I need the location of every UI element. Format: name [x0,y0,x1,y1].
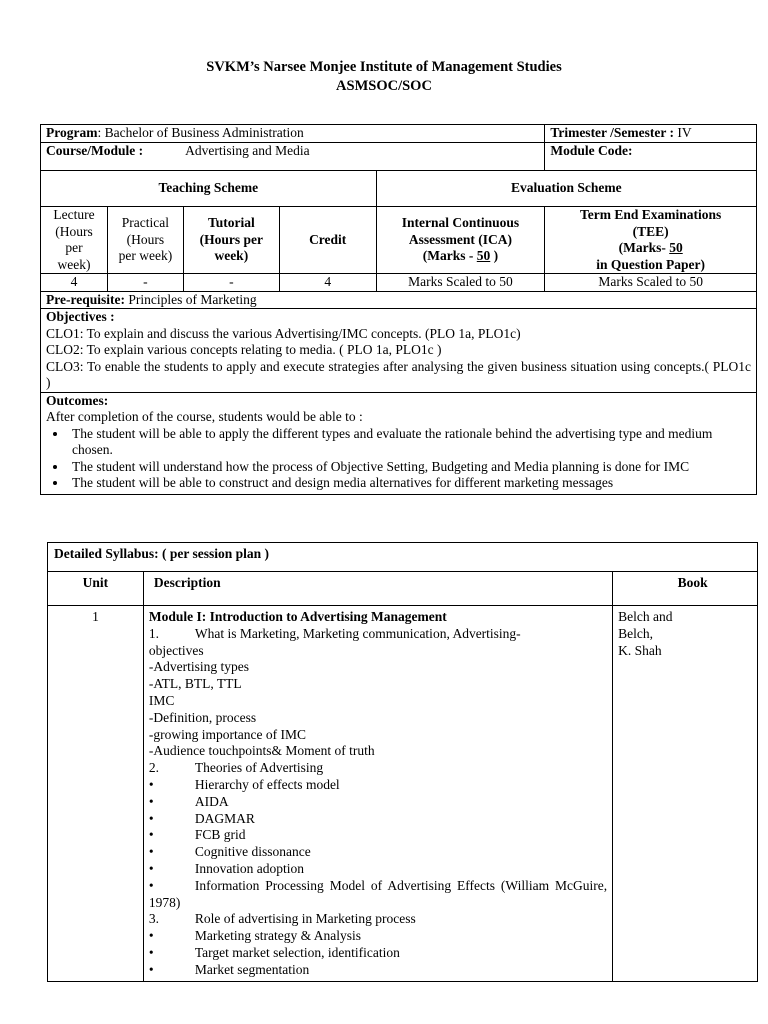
section-number: 1. [148,625,159,641]
bullet-marker: • [148,877,154,893]
syllabus-line [149,928,607,945]
ica-marks-prefix: (Marks - [422,248,477,264]
ica-marks-line [382,248,540,265]
prerequisite-label: Pre-requisite: [46,291,125,307]
syllabus-line [149,794,607,811]
lecture-heading [41,207,108,274]
bullet-marker: • [148,961,154,977]
syllabus-table [47,542,758,982]
bullet-marker: • [148,793,154,809]
syllabus-line-text: Marketing strategy & Analysis [194,928,361,944]
book-list [613,606,758,982]
tee-heading [545,207,757,274]
teaching-scheme-heading: Teaching Scheme [41,171,377,207]
trimester-label: Trimester /Semester : [550,125,675,140]
syllabus-line [149,626,607,643]
ica-marks-suffix: ) [490,248,499,264]
practical-heading [107,207,183,274]
outcome-item: • The student will be able to apply the different types and evaluate the rationale behind the advertising type and medium chosen. [68,426,751,459]
course-value: Advertising and Media [185,143,310,158]
syllabus-line [149,945,607,962]
tee-marks-value: 50 [669,240,683,255]
unit-column-header: Unit [48,572,144,606]
practical-line: (Hours [126,231,165,247]
syllabus-line-text: What is Marketing, Marketing communication, Advertising- [194,625,521,641]
program-cell [41,125,545,143]
lecture-line: Lecture [53,207,95,222]
syllabus-line [149,676,607,693]
tutorial-value: - [183,274,279,292]
outcome-item: • The student will be able to construct and design media alternatives for different marketing messages [68,475,751,492]
bullet-marker: • [148,944,154,960]
tutorial-line: Tutorial [207,215,255,231]
tutorial-line: (Hours per [199,231,264,247]
syllabus-line [149,693,607,710]
ica-marks-value: 50 [476,248,491,264]
syllabus-line [149,827,607,844]
syllabus-title: Detailed Syllabus: ( per session plan ) [48,543,758,572]
module-title: Module I: Introduction to Advertising Management [148,609,447,624]
credit-heading: Credit [279,207,376,274]
syllabus-line [149,727,607,744]
section-number: 3. [148,911,159,927]
outcome-item: • The student will understand how the process of Objective Setting, Budgeting and Media planning is done for IMC [68,459,751,476]
course-cell [41,143,545,171]
module-code-label: Module Code: [545,143,757,171]
ica-heading [376,207,545,274]
syllabus-line-text: Target market selection, identification [194,944,400,960]
school-title: ASMSOC/SOC [336,78,432,94]
syllabus-line-text: AIDA [194,793,229,809]
ica-value: Marks Scaled to 50 [376,274,545,292]
tee-line: in Question Paper) [596,256,706,272]
description-column-header: Description [143,572,612,606]
bullet-marker: • [148,776,154,792]
tutorial-line: week) [214,248,249,264]
syllabus-line-text: Theories of Advertising [194,760,324,776]
syllabus-line [149,643,607,660]
tee-line: (TEE) [632,223,669,239]
objectives-cell [41,309,757,393]
syllabus-line [149,878,607,912]
syllabus-line-text: objectives [148,642,204,658]
bullet-marker: • [148,928,154,944]
course-label: Course/Module : [46,143,144,158]
lecture-value: 4 [41,274,108,292]
syllabus-line-text: -Advertising types [148,659,249,675]
syllabus-line [149,861,607,878]
prerequisite-cell [41,291,757,309]
syllabus-line-text: -Definition, process [148,709,257,725]
objectives-label: Objectives : [46,309,115,324]
program-label: Program [46,125,98,140]
syllabus-line [149,811,607,828]
syllabus-line-text: Innovation adoption [194,860,304,876]
syllabus-line [149,710,607,727]
practical-value: - [107,274,183,292]
syllabus-line [149,743,607,760]
bullet-marker: • [148,844,154,860]
tee-marks-line [550,240,751,257]
syllabus-line [149,962,607,979]
lecture-line: week) [57,256,91,272]
outcomes-label: Outcomes: [46,392,109,408]
book-line: K. Shah [618,642,662,658]
bullet-marker: • [148,810,154,826]
syllabus-line [149,844,607,861]
bullet-marker: • [148,827,154,843]
practical-line: per week) [118,248,173,264]
book-line: Belch, [618,625,654,641]
syllabus-line [149,777,607,794]
trimester-value: IV [674,125,692,140]
objective-item: CLO2: To explain various concepts relating to media. ( PLO 1a, PLO1c ) [46,342,442,357]
outcomes-intro: After completion of the course, students would be able to : [46,409,363,424]
syllabus-line-text: Hierarchy of effects model [194,776,340,792]
syllabus-line [149,760,607,777]
lecture-line: per [65,240,83,255]
evaluation-scheme-heading: Evaluation Scheme [376,171,756,207]
syllabus-line-text: Cognitive dissonance [194,844,311,860]
credit-value: 4 [279,274,376,292]
ica-line: Assessment (ICA) [408,231,513,247]
book-line: Belch and [618,609,673,624]
syllabus-line-text: Information Processing Model of Advertising Effects (William McGuire, 1978) [148,877,608,910]
module-description [143,606,612,982]
institute-title: SVKM’s Narsee Monjee Institute of Management Studies [206,59,562,75]
book-column-header: Book [613,572,758,606]
practical-line: Practical [121,215,170,231]
outcomes-cell [41,392,757,494]
unit-number: 1 [48,606,144,982]
syllabus-line [149,659,607,676]
objective-item: CLO1: To explain and discuss the various Advertising/IMC concepts. (PLO 1a, PLO1c) [46,325,521,341]
syllabus-line-text: -ATL, BTL, TTL [148,676,242,692]
lecture-line: (Hours [55,223,93,239]
ica-line: Internal Continuous [401,215,520,231]
tee-line: Term End Examinations [580,207,722,222]
course-info-table [40,124,757,495]
syllabus-line [149,911,607,928]
bullet-marker: • [148,860,154,876]
syllabus-line-text: Market segmentation [194,961,310,977]
syllabus-line-text: Role of advertising in Marketing process [194,911,416,927]
prerequisite-value: Principles of Marketing [124,291,257,307]
section-number: 2. [148,760,159,776]
tee-marks-prefix: (Marks- [618,240,670,255]
objective-item: CLO3: To enable the students to apply and execute strategies after analysing the given business situation using concepts.( PLO1c ) [46,358,751,390]
syllabus-line-text: -growing importance of IMC [148,726,306,742]
syllabus-line-text: DAGMAR [194,810,255,826]
syllabus-line-text: IMC [148,692,175,708]
tutorial-heading [183,207,279,274]
program-value: : Bachelor of Business Administration [97,125,304,140]
trimester-cell [545,125,757,143]
syllabus-line-text: -Audience touchpoints& Moment of truth [148,743,375,759]
tee-value: Marks Scaled to 50 [545,274,757,292]
syllabus-line-text: FCB grid [194,827,246,843]
